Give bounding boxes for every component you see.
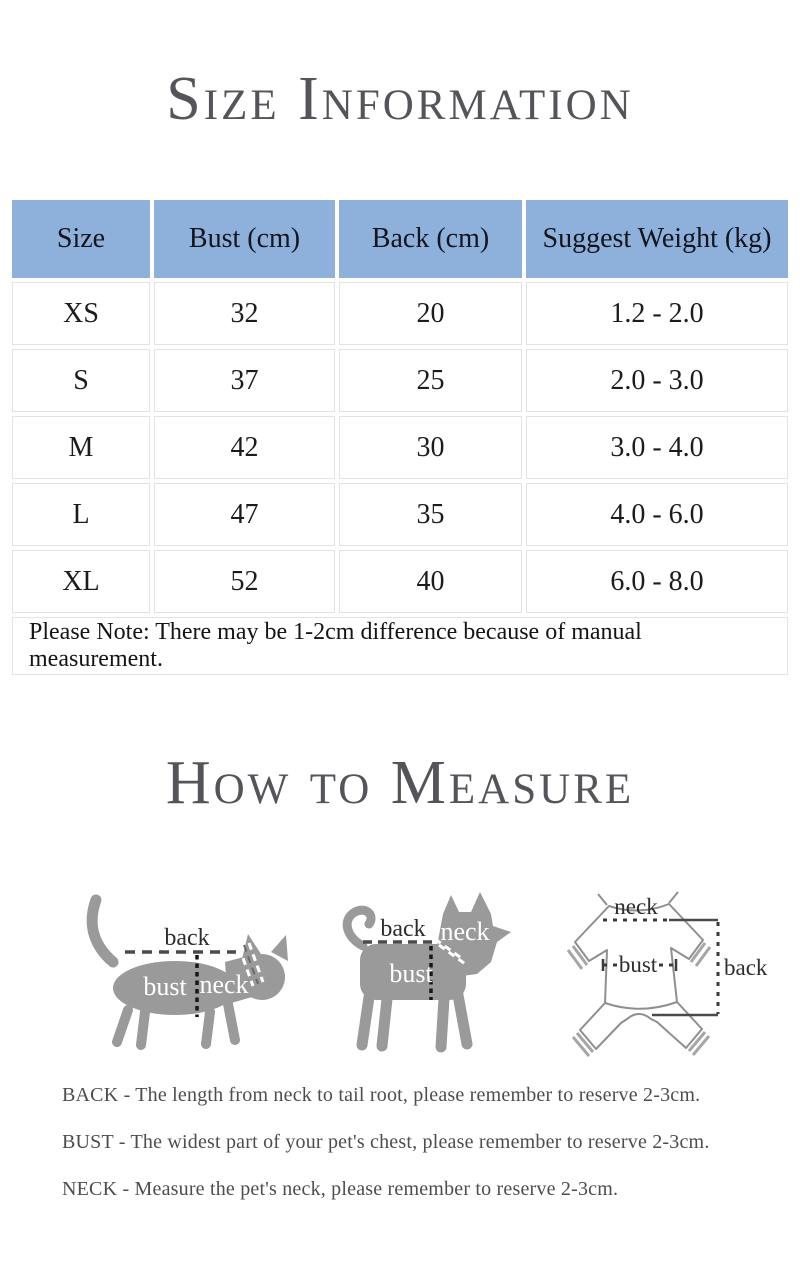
- cell-back: 25: [339, 349, 522, 412]
- cat-measure-diagram: [0, 862, 300, 1067]
- header-size: Size: [12, 200, 150, 278]
- cell-size: XL: [12, 550, 150, 613]
- table-header-row: [12, 200, 788, 278]
- cell-size: L: [12, 483, 150, 546]
- cat-ear: [271, 935, 288, 961]
- garment-neck-label: neck: [614, 894, 658, 919]
- header-back: Back (cm): [339, 200, 522, 278]
- garment-collar-flap: [598, 894, 607, 905]
- cat-leg: [141, 1012, 145, 1045]
- garment-back-label: back: [724, 955, 768, 980]
- dog-leg: [458, 995, 467, 1044]
- dog-leg: [382, 999, 387, 1046]
- size-table: [8, 196, 792, 679]
- cat-bust-label: bust: [143, 972, 187, 1001]
- cat-back-label: back: [164, 925, 210, 951]
- garment-collar-flap: [669, 892, 678, 903]
- cat-leg: [117, 1010, 128, 1042]
- dog-back-label: back: [380, 916, 426, 942]
- dog-measure-diagram: [305, 862, 555, 1067]
- table-row: [12, 550, 788, 613]
- cell-bust: 47: [154, 483, 335, 546]
- how-to-measure-title: How to Measure: [165, 749, 635, 817]
- size-information-title: Size Information: [166, 65, 634, 133]
- cell-size: XS: [12, 282, 150, 345]
- cell-weight: 6.0 - 8.0: [526, 550, 788, 613]
- cell-weight: 3.0 - 4.0: [526, 416, 788, 479]
- header-suggest-weight: Suggest Weight (kg): [526, 200, 788, 278]
- cell-weight: 2.0 - 3.0: [526, 349, 788, 412]
- header-bust: Bust (cm): [154, 200, 335, 278]
- cell-bust: 52: [154, 550, 335, 613]
- cat-neck-label: neck: [199, 970, 249, 999]
- instruction-back: BACK - The length from neck to tail root, please remember to reserve 2-3cm.: [62, 1084, 701, 1106]
- measurement-note: Please Note: There may be 1-2cm difference because of manual measurement.: [12, 617, 788, 675]
- cell-bust: 32: [154, 282, 335, 345]
- cell-back: 20: [339, 282, 522, 345]
- table-row: [12, 282, 788, 345]
- dog-bust-label: bust: [389, 959, 433, 988]
- dog-neck-label: neck: [440, 917, 490, 946]
- dog-leg: [362, 997, 369, 1045]
- measure-diagrams: [0, 862, 800, 1067]
- table-note-row: [12, 617, 788, 675]
- cell-bust: 42: [154, 416, 335, 479]
- cell-back: 30: [339, 416, 522, 479]
- table-row: [12, 349, 788, 412]
- cell-weight: 1.2 - 2.0: [526, 282, 788, 345]
- cell-back: 40: [339, 550, 522, 613]
- cat-leg: [206, 1012, 210, 1044]
- cell-bust: 37: [154, 349, 335, 412]
- garment-bust-label: bust: [618, 952, 658, 977]
- table-row: [12, 483, 788, 546]
- instruction-bust: BUST - The widest part of your pet's chest, please remember to reserve 2-3cm.: [62, 1131, 710, 1153]
- garment-measure-diagram: [555, 862, 800, 1067]
- dog-leg: [441, 999, 444, 1047]
- table-row: [12, 416, 788, 479]
- cat-tail: [92, 900, 113, 962]
- measure-instructions: [62, 1084, 762, 1225]
- instruction-neck: NECK - Measure the pet's neck, please remember to reserve 2-3cm.: [62, 1178, 619, 1200]
- cell-size: S: [12, 349, 150, 412]
- cat-leg: [228, 1004, 235, 1040]
- cell-back: 35: [339, 483, 522, 546]
- cell-size: M: [12, 416, 150, 479]
- cell-weight: 4.0 - 6.0: [526, 483, 788, 546]
